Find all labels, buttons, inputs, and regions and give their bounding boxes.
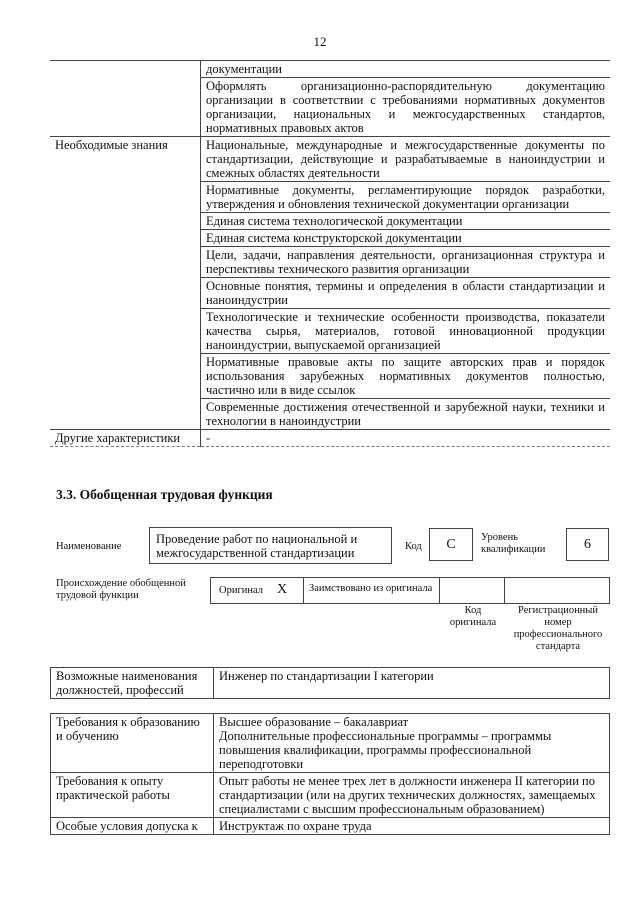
row-text: документации — [201, 61, 611, 78]
original-mark: X — [277, 582, 288, 597]
row-label — [50, 309, 201, 354]
code-value: C — [429, 528, 473, 561]
requirements-table — [50, 713, 610, 835]
row-label — [50, 230, 201, 247]
borrowed-label: Заимствовано из оригинала — [309, 583, 433, 594]
table-row — [50, 137, 610, 182]
row-text: Оформлять организационно-распорядительную документацию организации в соответствии с требованиями нормативных документов организации, национальных и межгосударственных стандартов, нормативных правовых актов — [201, 78, 611, 137]
requirement-value: Опыт работы не менее трех лет в должности инженера II категории по стандартизации (или на других технических должностях, замещаемых специалистами с высшим профессиональным образованием) — [214, 773, 610, 818]
borrowed-cell — [303, 577, 440, 604]
requirement-label: Особые условия допуска к — [51, 818, 214, 835]
requirement-value: Инструктаж по охране труда — [214, 818, 610, 835]
row-label — [50, 213, 201, 230]
table-row — [50, 247, 610, 278]
table-row — [50, 278, 610, 309]
reg-number-label: Регистрационный номер профессионального стандарта — [513, 605, 603, 652]
table-row — [51, 818, 610, 835]
row-text: Нормативные правовые акты по защите авторских прав и порядок использования зарубежных нормативных документов полностью, частично или в виде ссылок — [201, 354, 611, 399]
function-name: Проведение работ по национальной и межгосударственной стандартизации — [156, 532, 358, 560]
positions-table — [50, 667, 610, 699]
row-label — [50, 78, 201, 137]
row-label: Другие характеристики — [50, 430, 201, 447]
row-text: Цели, задачи, направления деятельности, организационная структура и перспективы технического развития организации — [201, 247, 611, 278]
code-label: Код — [405, 541, 422, 552]
section-title: 3.3. Обобщенная трудовая функция — [56, 487, 273, 502]
row-label — [50, 247, 201, 278]
row-label — [50, 278, 201, 309]
page-number: 12 — [313, 34, 327, 49]
table-row — [50, 78, 610, 137]
origin-label: Происхождение обобщенной трудовой функции — [56, 578, 186, 601]
row-label: Необходимые знания — [50, 137, 201, 182]
level-value: 6 — [566, 528, 609, 561]
row-text: Основные понятия, термины и определения в области стандартизации и наноиндустрии — [201, 278, 611, 309]
requirement-value: Высшее образование – бакалавриат Дополнительные профессиональные программы – программы повышения квалификации, программы профессиональной переподготовки — [214, 714, 610, 773]
level-label: Уровень квалификации — [481, 532, 546, 555]
row-text: Нормативные документы, регламентирующие порядок разработки, утверждения и обновления технической документации организации — [201, 182, 611, 213]
knowledge-table — [50, 60, 610, 447]
table-row — [50, 399, 610, 430]
table-row — [50, 230, 610, 247]
table-row — [50, 182, 610, 213]
table-row — [51, 714, 610, 773]
row-text: - — [201, 430, 611, 447]
code-original-label: Код оригинала — [449, 605, 497, 628]
row-text: Современные достижения отечественной и зарубежной науки, техники и технологии в наноиндустрии — [201, 399, 611, 430]
reg-number-cell — [504, 577, 610, 604]
table-row — [50, 354, 610, 399]
requirement-label: Требования к опыту практической работы — [51, 773, 214, 818]
requirement-label: Требования к образованию и обучению — [51, 714, 214, 773]
original-cell — [210, 577, 304, 604]
row-label — [50, 61, 201, 78]
row-text: Единая система конструкторской документации — [201, 230, 611, 247]
function-name-box — [149, 527, 392, 564]
row-text: Технологические и технические особенности производства, показатели качества сырья, материалов, готовой инновационной продукции наноиндустрии, выпускаемой организацией — [201, 309, 611, 354]
name-label: Наименование — [56, 541, 122, 552]
positions-value: Инженер по стандартизации I категории — [214, 668, 610, 699]
table-row — [50, 309, 610, 354]
row-text: Единая система технологической документации — [201, 213, 611, 230]
row-label — [50, 399, 201, 430]
row-label — [50, 182, 201, 213]
row-text: Национальные, международные и межгосударственные документы по стандартизации, действующие и разрабатываемые в наноиндустрии и смежных областях деятельности — [201, 137, 611, 182]
table-row — [50, 213, 610, 230]
code-original-cell — [439, 577, 505, 604]
table-row — [50, 430, 610, 447]
table-row — [51, 773, 610, 818]
original-label: Оригинал — [219, 585, 263, 596]
table-row — [50, 61, 610, 78]
row-label — [50, 354, 201, 399]
positions-label: Возможные наименования должностей, профессий — [51, 668, 214, 699]
